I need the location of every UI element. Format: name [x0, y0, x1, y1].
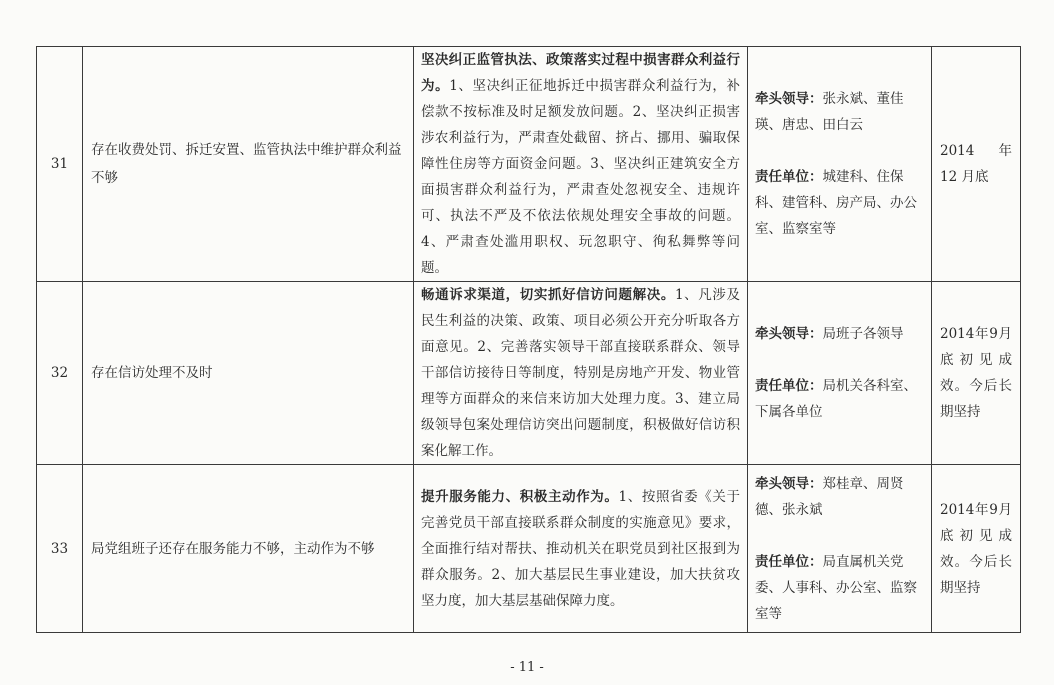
problem-cell: 局党组班子还存在服务能力不够，主动作为不够: [83, 465, 414, 633]
row-number: 32: [37, 282, 83, 465]
lead-leaders: 牵头领导：郑桂章、周贤德、张永斌: [755, 475, 904, 518]
table-row: [37, 47, 1021, 282]
lead-leaders: 牵头领导：局班子各领导: [755, 326, 904, 342]
measures-heading: 畅通诉求渠道，切实抓好信访问题解决。: [421, 287, 675, 303]
measures-cell: [414, 465, 748, 633]
measures-text: 1、坚决纠正征地拆迁中损害群众利益行为，补偿款不按标准及时足额发放问题。2、坚决纠正损害涉农利益行为，严肃查处截留、挤占、挪用、骗取保障性住房等方面资金问题。3、坚决纠正建筑安全方面损害群众利益行为，严肃查处忽视安全、违规许可、执法不严及不依法依规处理安全事故的问题。4、严肃查处滥用职权、玩忽职守、徇私舞弊等问题。: [421, 78, 740, 276]
responsible-units: 责任单位：局机关各科室、下属各单位: [755, 378, 917, 420]
measures-cell: [414, 47, 748, 282]
deadline-cell: 2014年9月底初见成效。今后长期坚持: [932, 465, 1021, 633]
measures-heading: 坚决纠正监管执法、政策落实过程中损害群众利益行为。: [421, 52, 740, 94]
measures-heading: 提升服务能力、积极主动作为。: [421, 488, 619, 505]
measures-text: 1、按照省委《关于完善党员干部直接联系群众制度的实施意见》要求，全面推行结对帮扶、推动机关在职党员到社区报到为群众服务。2、加大基层民生事业建设，加大扶贫攻坚力度，加大基层基础保障力度。: [421, 488, 740, 609]
responsible-units: 责任单位：城建科、住保科、建管科、房产局、办公室、监察室等: [755, 169, 917, 237]
page-number: - 11 -: [510, 660, 544, 675]
problem-cell: 存在收费处罚、拆迁安置、监管执法中维护群众利益不够: [83, 47, 414, 282]
lead-leaders: 牵头领导：张永斌、董佳瑛、唐忠、田白云: [755, 91, 904, 133]
row-number: 33: [37, 465, 83, 633]
rectification-table: [36, 46, 1021, 633]
table-row: [37, 282, 1021, 465]
measures-cell: [414, 282, 748, 465]
responsible-units: 责任单位：局直属机关党委、人事科、办公室、监察室等: [755, 553, 917, 622]
deadline-cell: 2014年9月底初见成效。今后长期坚持: [932, 282, 1021, 465]
responsibility-cell: [748, 282, 932, 465]
measures-text: 1、凡涉及民生利益的决策、政策、项目必须公开充分听取各方面意见。2、完善落实领导干部直接联系群众、领导干部信访接待日等制度，特别是房地产开发、物业管理等方面群众的来信来访加大处理力度。3、建立局级领导包案处理信访突出问题制度，积极做好信访积案化解工作。: [421, 287, 740, 459]
table-row: [37, 465, 1021, 633]
deadline-cell: 2014 年 12 月底: [932, 47, 1021, 282]
problem-cell: 存在信访处理不及时: [83, 282, 414, 465]
responsibility-cell: [748, 465, 932, 633]
responsibility-cell: [748, 47, 932, 282]
row-number: 31: [37, 47, 83, 282]
